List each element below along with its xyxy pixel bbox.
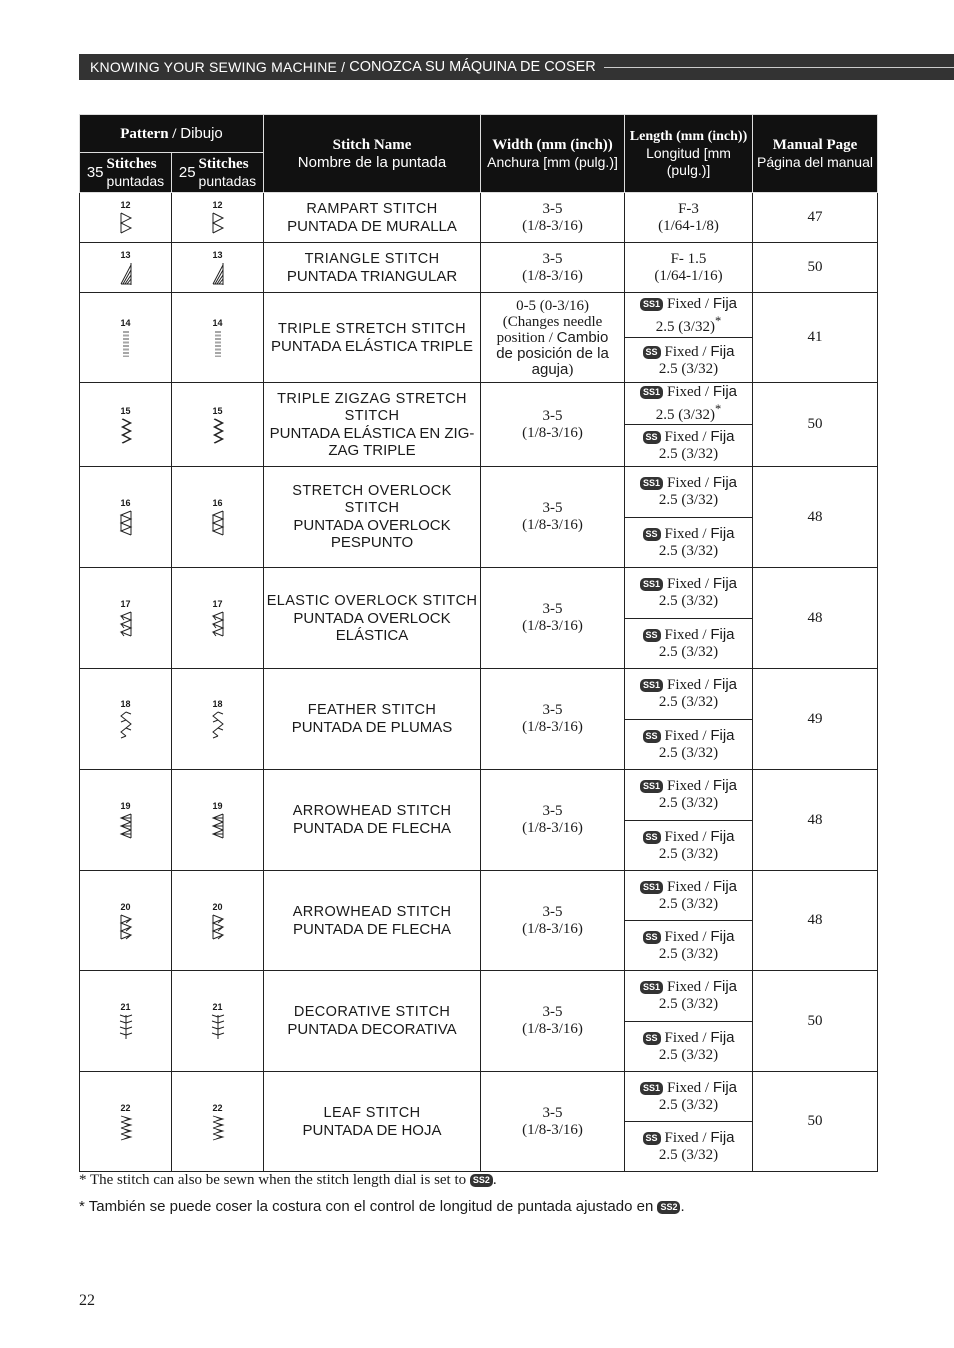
footnote-es: * También se puede coser la costura con el control de longitud de puntada ajustado en SS2 . — [79, 1198, 685, 1215]
ss1-badge: SS1 — [640, 780, 663, 793]
table-row — [80, 243, 878, 293]
arrowhead-stitch-icon — [210, 914, 226, 940]
ss1-badge: SS1 — [640, 881, 663, 894]
manual-page-cell: 41 — [753, 293, 878, 383]
length-cell: SS1 Fixed / Fija 2.5 (3/32) SS Fixed / Fija 2.5 (3/32) — [625, 568, 753, 669]
table-row — [80, 871, 878, 971]
manual-page-cell: 48 — [753, 770, 878, 871]
table-row — [80, 770, 878, 871]
leaf-stitch-icon — [210, 1115, 226, 1141]
table-row — [80, 1072, 878, 1172]
page-header: Manual Page Página del manual — [753, 115, 878, 193]
decorative-stitch-icon — [118, 1014, 134, 1040]
triangle-stitch-icon — [211, 262, 225, 286]
stitch-table — [79, 114, 878, 1172]
ss1-badge: SS1 — [640, 981, 663, 994]
pattern-cell-25: 12 — [172, 193, 264, 243]
name-header: Stitch Name Nombre de la puntada — [264, 115, 481, 193]
length-cell: SS1 Fixed / Fija 2.5 (3/32)* SS Fixed / Fija 2.5 (3/32) — [625, 293, 753, 383]
elastic-overlock-stitch-icon — [118, 611, 134, 637]
width-cell: 3-5 (1/8-3/16) — [481, 1072, 625, 1172]
decorative-stitch-icon — [210, 1014, 226, 1040]
arrowhead-stitch-icon — [118, 914, 134, 940]
length-cell: SS1 Fixed / Fija 2.5 (3/32)* SS Fixed / Fija 2.5 (3/32) — [625, 383, 753, 467]
length-cell: SS1 Fixed / Fija 2.5 (3/32) SS Fixed / Fija 2.5 (3/32) — [625, 669, 753, 770]
pattern-cell-25: 19 — [172, 770, 264, 871]
ss1-badge: SS1 — [640, 1082, 663, 1095]
manual-page-cell: 47 — [753, 193, 878, 243]
width-cell: 3-5 (1/8-3/16) — [481, 669, 625, 770]
ss1-badge: SS1 — [640, 298, 663, 311]
stitch-name-cell: LEAF STITCH PUNTADA DE HOJA — [264, 1072, 481, 1172]
pattern-cell-35: 16 — [80, 467, 172, 568]
pattern-cell-35: 20 — [80, 871, 172, 971]
manual-page-cell: 50 — [753, 971, 878, 1072]
triple-stretch-stitch-icon — [213, 330, 223, 358]
pattern-cell-35: 13 — [80, 243, 172, 293]
stitch-name-cell: FEATHER STITCH PUNTADA DE PLUMAS — [264, 669, 481, 770]
pattern-cell-35: 22 — [80, 1072, 172, 1172]
stitches35-header: 35 Stitches puntadas — [80, 153, 172, 193]
stitch-name-cell: ARROWHEAD STITCH PUNTADA DE FLECHA — [264, 871, 481, 971]
ss1-badge: SS1 — [640, 578, 663, 591]
ss-badge: SS — [643, 1132, 661, 1145]
manual-page-cell: 48 — [753, 568, 878, 669]
stretch-overlock-stitch-icon — [118, 510, 134, 536]
pattern-cell-25: 13 — [172, 243, 264, 293]
width-cell: 3-5 (1/8-3/16) — [481, 383, 625, 467]
length-header: Length (mm (inch)) Longitud [mm (pulg.)] — [625, 115, 753, 193]
table-row — [80, 467, 878, 568]
stretch-overlock-stitch-icon — [210, 510, 226, 536]
pattern-header: Pattern / Dibujo — [80, 115, 264, 153]
pattern-cell-35: 19 — [80, 770, 172, 871]
pattern-cell-25: 20 — [172, 871, 264, 971]
table-row — [80, 568, 878, 669]
width-header: Width (mm (inch)) Anchura [mm (pulg.)] — [481, 115, 625, 193]
elastic-overlock-stitch-icon — [210, 611, 226, 637]
ss-badge: SS — [643, 730, 661, 743]
manual-page-cell: 50 — [753, 1072, 878, 1172]
header-title-en: KNOWING YOUR SEWING MACHINE / — [90, 59, 346, 75]
width-cell: 3-5 (1/8-3/16) — [481, 871, 625, 971]
arrowhead-stitch-icon — [210, 813, 226, 839]
pattern-cell-35: 18 — [80, 669, 172, 770]
pattern-cell-25: 15 — [172, 383, 264, 467]
manual-page-cell: 50 — [753, 243, 878, 293]
feather-stitch-icon — [118, 711, 134, 739]
pattern-cell-25: 22 — [172, 1072, 264, 1172]
width-cell: 3-5 (1/8-3/16) — [481, 467, 625, 568]
stitch-name-cell: TRIPLE STRETCH STITCH PUNTADA ELÁSTICA TRIPLE — [264, 293, 481, 383]
header-rule — [604, 67, 954, 68]
table-row — [80, 193, 878, 243]
arrowhead-stitch-icon — [118, 813, 134, 839]
pattern-cell-35: 12 — [80, 193, 172, 243]
pattern-cell-25: 18 — [172, 669, 264, 770]
pattern-cell-35: 14 — [80, 293, 172, 383]
manual-page-cell: 48 — [753, 871, 878, 971]
manual-page-cell: 50 — [753, 383, 878, 467]
leaf-stitch-icon — [118, 1115, 134, 1141]
footnotes — [79, 1172, 919, 1215]
width-cell: 3-5 (1/8-3/16) — [481, 243, 625, 293]
pattern-cell-35: 15 — [80, 383, 172, 467]
pattern-cell-25: 14 — [172, 293, 264, 383]
pattern-cell-35: 17 — [80, 568, 172, 669]
triple-zigzag-stretch-stitch-icon — [119, 418, 133, 444]
table-row — [80, 971, 878, 1072]
pattern-cell-25: 21 — [172, 971, 264, 1072]
length-cell: SS1 Fixed / Fija 2.5 (3/32) SS Fixed / Fija 2.5 (3/32) — [625, 871, 753, 971]
ss-badge: SS — [643, 1032, 661, 1045]
ss-badge: SS — [643, 931, 661, 944]
ss1-badge: SS1 — [640, 679, 663, 692]
ss-badge: SS — [643, 629, 661, 642]
ss1-badge: SS1 — [640, 477, 663, 490]
manual-page-cell: 49 — [753, 669, 878, 770]
length-cell: SS1 Fixed / Fija 2.5 (3/32) SS Fixed / Fija 2.5 (3/32) — [625, 467, 753, 568]
header-title-es: CONOZCA SU MÁQUINA DE COSER — [349, 59, 596, 75]
ss-badge: SS — [643, 346, 661, 359]
ss2-badge: SS2 — [470, 1174, 493, 1187]
stitch-name-cell: STRETCH OVERLOCK STITCH PUNTADA OVERLOCK PESPUNTO — [264, 467, 481, 568]
length-cell: SS1 Fixed / Fija 2.5 (3/32) SS Fixed / Fija 2.5 (3/32) — [625, 971, 753, 1072]
feather-stitch-icon — [210, 711, 226, 739]
length-cell: SS1 Fixed / Fija 2.5 (3/32) SS Fixed / Fija 2.5 (3/32) — [625, 770, 753, 871]
ss2-badge: SS2 — [657, 1201, 680, 1214]
length-cell: F-3 (1/64-1/8) — [625, 193, 753, 243]
ss-badge: SS — [643, 831, 661, 844]
pattern-cell-35: 21 — [80, 971, 172, 1072]
stitch-name-cell: ELASTIC OVERLOCK STITCH PUNTADA OVERLOCK ELÁSTICA — [264, 568, 481, 669]
ss-badge: SS — [643, 431, 661, 444]
ss-badge: SS — [643, 528, 661, 541]
triangle-stitch-icon — [119, 262, 133, 286]
length-cell: SS1 Fixed / Fija 2.5 (3/32) SS Fixed / Fija 2.5 (3/32) — [625, 1072, 753, 1172]
stitches25-header: 25 Stitches puntadas — [172, 153, 264, 193]
section-header — [79, 54, 954, 80]
pattern-cell-25: 16 — [172, 467, 264, 568]
stitch-name-cell: RAMPART STITCH PUNTADA DE MURALLA — [264, 193, 481, 243]
width-cell: 3-5 (1/8-3/16) — [481, 193, 625, 243]
stitch-name-cell: ARROWHEAD STITCH PUNTADA DE FLECHA — [264, 770, 481, 871]
width-cell: 3-5 (1/8-3/16) — [481, 770, 625, 871]
width-cell: 3-5 (1/8-3/16) — [481, 568, 625, 669]
stitch-name-cell: TRIPLE ZIGZAG STRETCH STITCH PUNTADA ELÁSTICA EN ZIG-ZAG TRIPLE — [264, 383, 481, 467]
table-row — [80, 669, 878, 770]
footnote-en: * The stitch can also be sewn when the stitch length dial is set to SS2 . — [79, 1172, 497, 1188]
pattern-cell-25: 17 — [172, 568, 264, 669]
stitch-name-cell: DECORATIVE STITCH PUNTADA DECORATIVA — [264, 971, 481, 1072]
stitch-name-cell: TRIANGLE STITCH PUNTADA TRIANGULAR — [264, 243, 481, 293]
table-row — [80, 383, 878, 467]
manual-page-cell: 48 — [753, 467, 878, 568]
triple-stretch-stitch-icon — [121, 330, 131, 358]
table-row — [80, 293, 878, 383]
triple-zigzag-stretch-stitch-icon — [211, 418, 225, 444]
width-cell: 3-5 (1/8-3/16) — [481, 971, 625, 1072]
length-cell: F- 1.5 (1/64-1/16) — [625, 243, 753, 293]
page-number: 22 — [79, 1292, 95, 1309]
rampart-stitch-icon — [211, 212, 225, 236]
width-cell: 0-5 (0-3/16) (Changes needle position / Cambio de posición de la aguja) — [481, 293, 625, 383]
ss1-badge: SS1 — [640, 386, 663, 399]
rampart-stitch-icon — [119, 212, 133, 236]
